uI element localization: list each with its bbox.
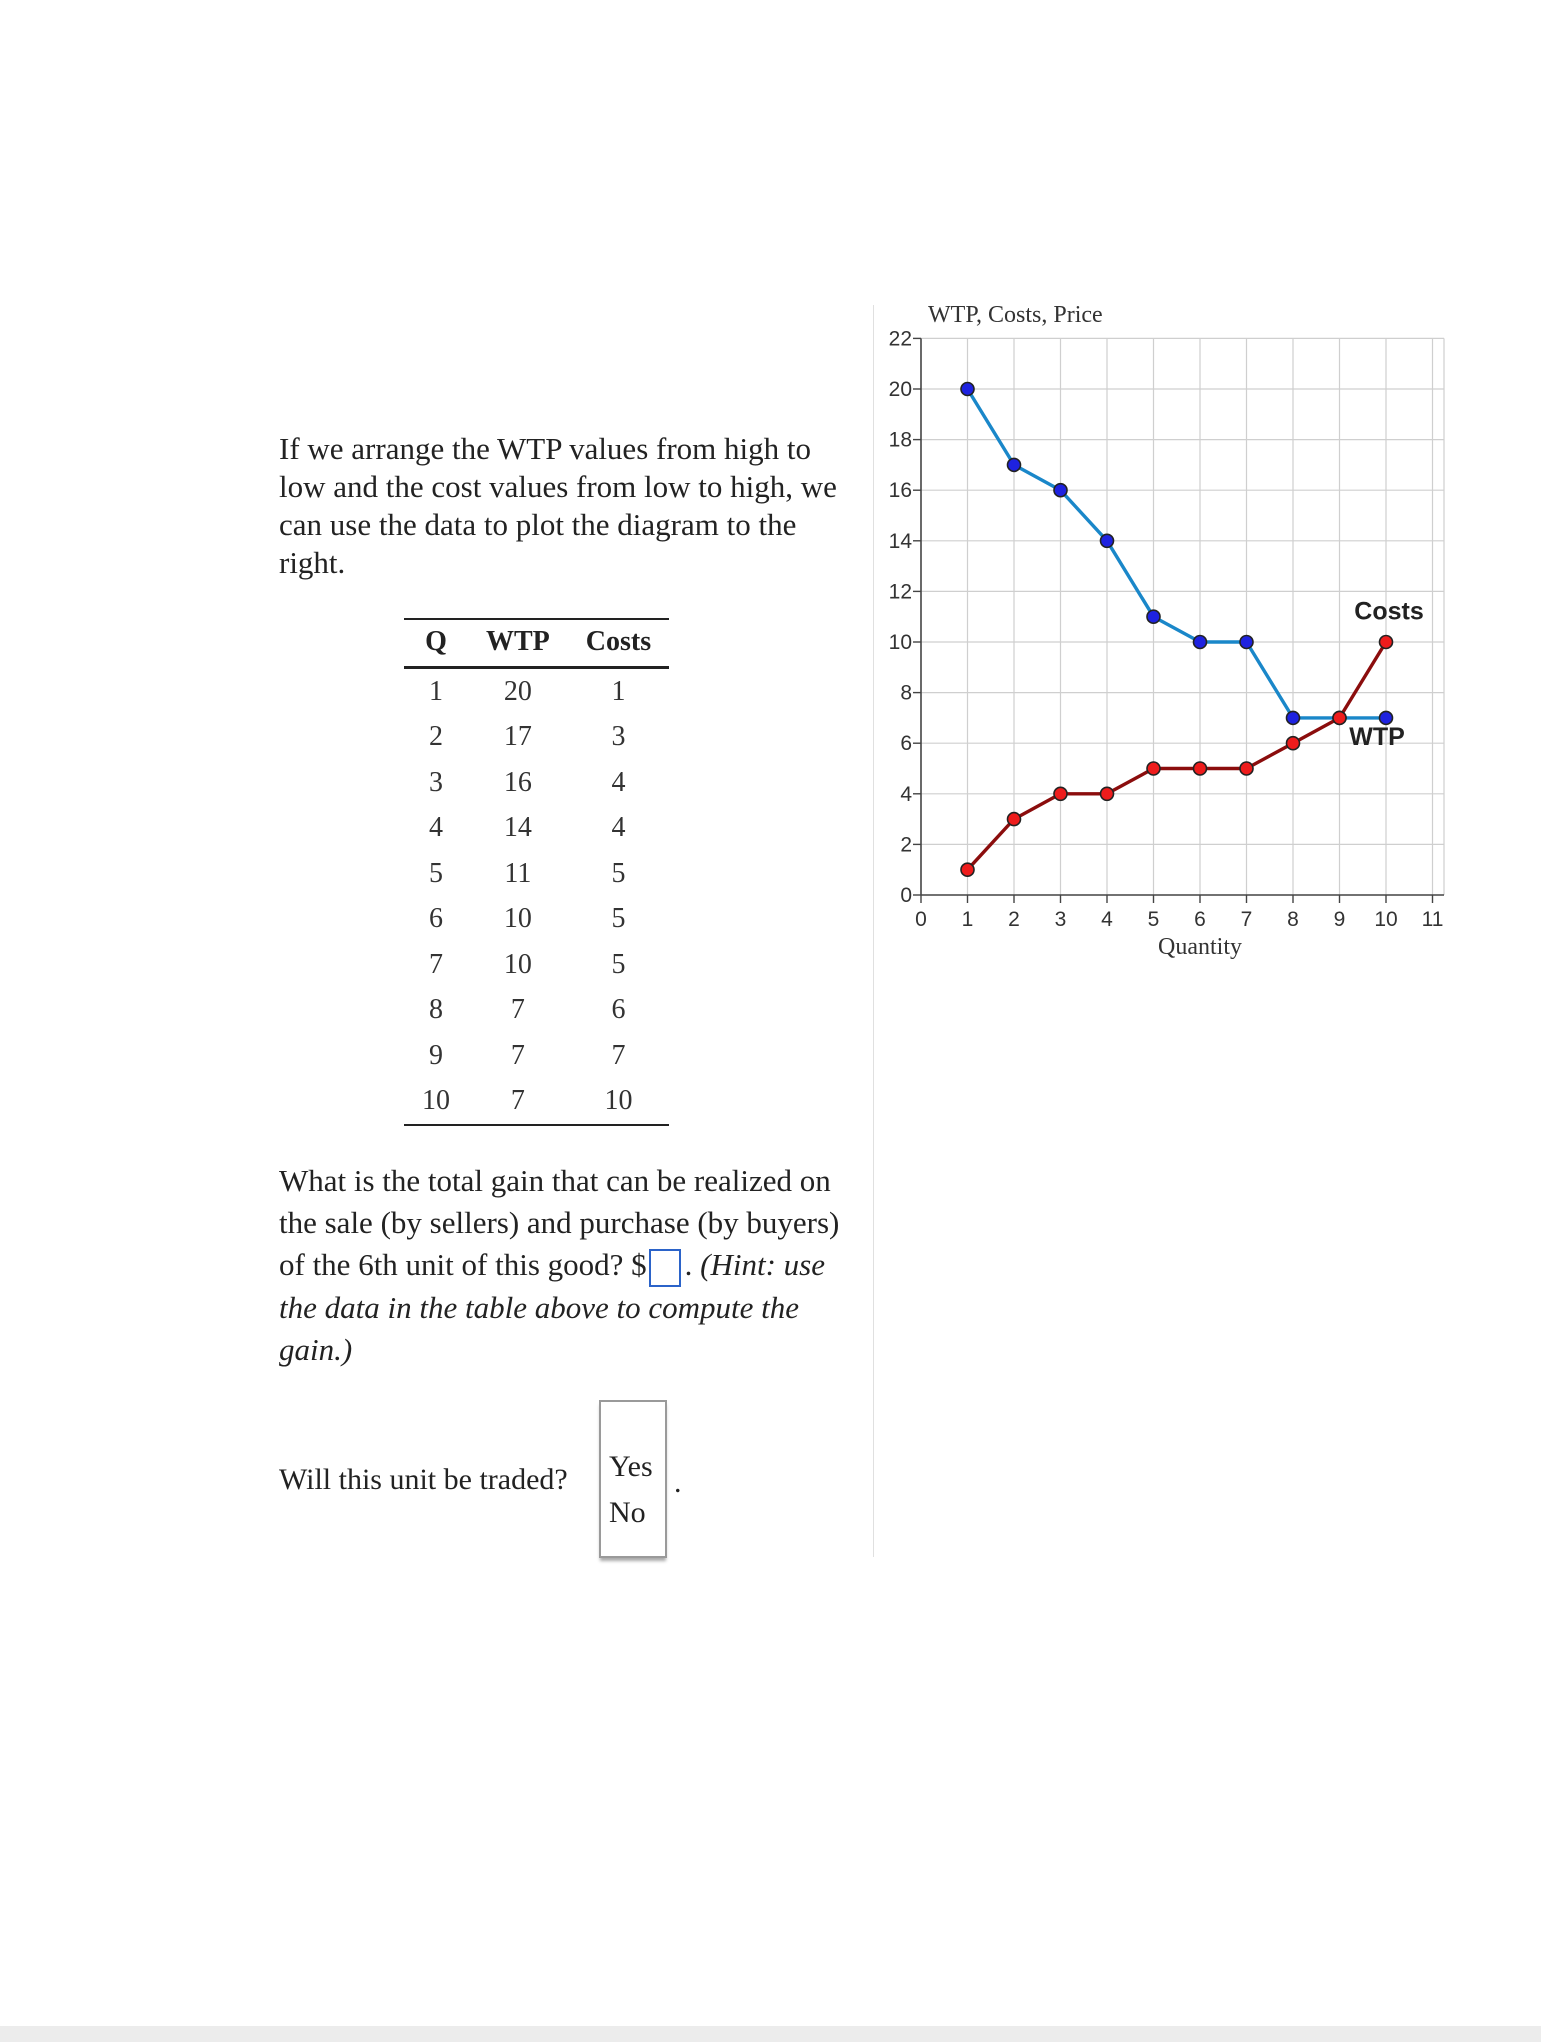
costs-data-point bbox=[1287, 737, 1300, 750]
y-tick-label: 10 bbox=[888, 631, 912, 654]
x-tick-label: 5 bbox=[1147, 908, 1160, 931]
x-tick-label: 6 bbox=[1194, 908, 1206, 931]
cell-q: 6 bbox=[429, 903, 443, 935]
cell-wtp: 11 bbox=[504, 857, 532, 889]
cell-costs: 10 bbox=[568, 1079, 669, 1126]
header-costs: Costs bbox=[568, 619, 669, 668]
question-text: What is the total gain that can be realized on the sale (by sellers) and purchase (by buyers) of the 6th unit of this good? $ bbox=[279, 1163, 840, 1282]
x-tick-label: 4 bbox=[1101, 908, 1113, 931]
cell-costs: 5 bbox=[611, 903, 626, 935]
wtp-data-point bbox=[1101, 534, 1114, 547]
cell-q: 4 bbox=[429, 812, 443, 844]
cell-costs: 3 bbox=[611, 721, 626, 753]
wtp-data-point bbox=[1054, 484, 1067, 497]
bottom-scrollbar-track bbox=[0, 2026, 1541, 2042]
header-wtp: WTP bbox=[468, 619, 568, 668]
y-tick-label: 8 bbox=[900, 681, 912, 705]
x-tick-label: 7 bbox=[1240, 908, 1253, 931]
cell-costs: 5 bbox=[611, 948, 626, 980]
cell-q: 10 bbox=[404, 1079, 468, 1126]
cell-q: 7 bbox=[429, 948, 443, 980]
x-tick-label: 8 bbox=[1287, 908, 1299, 931]
wtp-data-point bbox=[1240, 636, 1253, 649]
cell-wtp: 7 bbox=[510, 1039, 525, 1071]
cell-wtp: 14 bbox=[503, 812, 532, 844]
y-tick-label: 0 bbox=[900, 884, 912, 907]
dropdown-option-yes[interactable]: Yes bbox=[609, 1450, 653, 1483]
costs-series-line bbox=[968, 642, 1387, 870]
x-tick-label: 9 bbox=[1333, 908, 1346, 931]
intro-paragraph: If we arrange the WTP values from high to low and the cost values from low to high, we can use the data to plot the diagram to the right. bbox=[279, 431, 837, 580]
costs-data-point bbox=[961, 863, 974, 876]
trade-question-label: Will this unit be traded? bbox=[279, 1463, 568, 1496]
cell-costs: 1 bbox=[611, 675, 626, 707]
cell-q: 3 bbox=[429, 766, 443, 798]
hint-text: (Hint: use the data in the table above to compute the gain.) bbox=[279, 1247, 825, 1367]
cell-wtp: 7 bbox=[510, 994, 525, 1026]
wtp-series-label: WTP bbox=[1349, 723, 1405, 752]
costs-series-label: Costs bbox=[1354, 597, 1424, 626]
question-text-after: . bbox=[684, 1247, 701, 1282]
y-tick-label: 4 bbox=[900, 782, 912, 806]
y-tick-label: 16 bbox=[888, 479, 912, 503]
y-tick-label: 14 bbox=[888, 529, 912, 553]
cell-costs: 6 bbox=[611, 994, 626, 1026]
cell-wtp: 17 bbox=[503, 721, 532, 753]
x-tick-label: 2 bbox=[1008, 908, 1020, 931]
x-tick-label: 1 bbox=[961, 908, 974, 931]
costs-data-point bbox=[1054, 787, 1067, 800]
cell-q: 1 bbox=[429, 675, 443, 707]
wtp-data-point bbox=[1147, 610, 1160, 623]
cell-q: 2 bbox=[429, 721, 443, 753]
cell-wtp: 7 bbox=[468, 1079, 568, 1126]
costs-data-point bbox=[1380, 636, 1393, 649]
y-tick-label: 20 bbox=[888, 378, 912, 401]
cell-costs: 4 bbox=[611, 766, 626, 798]
cell-wtp: 20 bbox=[503, 675, 532, 707]
costs-data-point bbox=[1147, 762, 1160, 775]
header-q: Q bbox=[404, 619, 468, 668]
y-axis-title: WTP, Costs, Price bbox=[928, 302, 1103, 328]
cell-q: 9 bbox=[429, 1039, 443, 1071]
cell-costs: 5 bbox=[611, 857, 626, 889]
y-tick-label: 6 bbox=[900, 732, 912, 756]
x-axis-title: Quantity bbox=[1158, 934, 1242, 960]
cell-wtp: 16 bbox=[503, 766, 532, 798]
cell-wtp: 10 bbox=[503, 903, 532, 935]
costs-data-point bbox=[1240, 762, 1253, 775]
wtp-data-point bbox=[961, 383, 974, 396]
costs-data-point bbox=[1194, 762, 1207, 775]
wtp-data-point bbox=[1008, 458, 1021, 471]
wtp-series-line bbox=[968, 389, 1387, 718]
y-tick-label: 22 bbox=[888, 327, 912, 351]
costs-data-point bbox=[1101, 787, 1114, 800]
cell-wtp: 10 bbox=[503, 948, 532, 980]
cell-q: 5 bbox=[429, 857, 443, 889]
cell-costs: 7 bbox=[611, 1039, 626, 1071]
costs-data-point bbox=[1333, 711, 1346, 724]
cell-q: 8 bbox=[429, 994, 443, 1026]
y-tick-label: 18 bbox=[888, 428, 912, 452]
x-tick-label: 10 bbox=[1374, 908, 1398, 931]
y-tick-label: 12 bbox=[888, 580, 912, 604]
x-tick-label: 11 bbox=[1421, 908, 1444, 931]
y-tick-label: 2 bbox=[900, 833, 912, 857]
x-tick-label: 3 bbox=[1054, 908, 1067, 931]
costs-data-point bbox=[1008, 813, 1021, 826]
trade-period: . bbox=[674, 1466, 682, 1499]
wtp-data-point bbox=[1287, 711, 1300, 724]
x-tick-label: 0 bbox=[915, 908, 927, 931]
dropdown-option-no[interactable]: No bbox=[609, 1496, 646, 1529]
wtp-data-point bbox=[1194, 636, 1207, 649]
cell-costs: 4 bbox=[611, 812, 626, 844]
